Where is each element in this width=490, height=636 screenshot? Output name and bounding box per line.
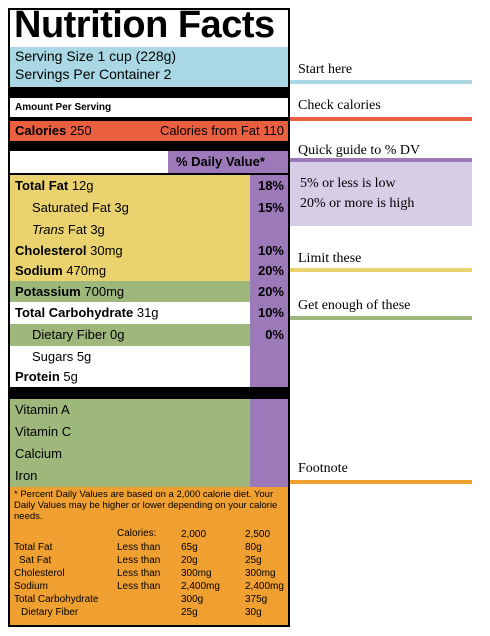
annotation-line-footnote [290,480,472,484]
annotation-footnote: Footnote [298,461,348,476]
nutrient-dv: 20% [257,263,284,278]
footnote-table-row [13,567,285,580]
footnote-cell: Less than [117,581,161,592]
footnote-cell [116,606,180,619]
nutrient-amount: 470mg [66,263,107,278]
nutrient-dv: 10% [257,305,284,320]
vitamins-section [10,399,288,487]
nutrient-row-dietary-fiber [10,324,288,346]
nutrient-amount: 3g [90,222,105,237]
nutrition-label [8,8,290,627]
footnote-table-row [13,580,285,593]
annotation-line-serving [290,80,472,84]
footnote-cell: Calories: [117,528,157,539]
footnote-cell: Dietary Fiber [21,607,79,618]
footnote-cell: 80g [245,542,262,553]
guide-high: 20% or more is high [300,196,415,211]
nutrient-amount: 700mg [84,284,125,299]
footnote-cell: Sat Fat [19,555,52,566]
nutrient-name: Total Fat [15,178,69,193]
footnote-cell: 20g [181,555,198,566]
nutrient-row-protein [10,367,288,387]
footnote-text: * Percent Daily Values are based on a 2,000 calorie diet. Your Daily Values may be higher or lower depending on your calorie needs. [14,489,278,522]
nutrient-dv: 18% [257,178,284,193]
nutrient-name: Potassium [15,284,81,299]
nutrient-row-trans-fat [10,219,288,241]
footnote-cell: 2,400mg [245,581,284,592]
footnote-table-row [13,541,285,554]
nutrient-name: Trans [32,222,65,237]
annotation-calories: Check calories [298,98,381,113]
nutrient-amount: 12g [71,178,94,193]
serving-size: Serving Size 1 cup (228g) [15,48,177,64]
serving-section [10,47,288,87]
footnote-cell: 2,500 [245,528,271,540]
footnote-table-row [13,593,285,606]
annotation-start: Start here [298,62,353,77]
nutrient-name: Cholesterol [15,243,87,258]
nutrient-name: Sugars [32,349,74,364]
vitamin-row [10,421,288,443]
footnote-cell: 2,000 [181,528,207,540]
footnote-cell: 300mg [181,568,212,579]
guide-low: 5% or less is low [300,176,396,191]
nutrient-name: Saturated Fat [32,200,111,215]
footnote-cell: 65g [181,542,198,553]
vitamin-name: Vitamin A [15,402,70,417]
thick-divider [10,141,288,151]
vitamin-name: Calcium [15,446,62,461]
nutrient-row-total-fat [10,175,288,197]
footnote-cell: 300mg [245,568,276,579]
footnote-section [10,487,288,625]
footnote-cell: 25g [245,555,262,566]
annotation-enough: Get enough of these [298,298,411,313]
nutrient-row-potassium [10,281,288,302]
nutrient-dv: 0% [265,327,284,342]
amount-per-serving: Amount Per Serving [15,102,112,113]
footnote-cell: Total Fat [14,542,53,553]
footnote-cell: 30g [245,607,262,618]
footnote-cell: 2,400mg [181,581,220,592]
servings-per-container: Servings Per Container 2 [15,66,172,82]
calories-from-fat-value: 110 [263,123,284,138]
annotation-line-calories [290,117,472,121]
thick-divider [10,387,288,399]
vitamin-name: Iron [15,468,38,483]
annotation-line-limit [290,268,472,272]
nutrient-amount: 30mg [90,243,123,258]
nutrient-name: Total Carbohydrate [15,305,134,320]
footnote-cell: Total Carbohydrate [14,594,99,605]
footnote-cell [116,593,180,606]
footnote-cell: 300g [181,594,204,605]
nutrient-dv: 10% [257,243,284,258]
footnote-table [13,527,285,619]
footnote-table-row [13,554,285,567]
calories-label: Calories [15,123,67,138]
nutrient-amount: 3g [114,200,129,215]
daily-value-header [168,151,288,173]
footnote-cell: Cholesterol [14,568,65,579]
annotation-guide: Quick guide to % DV [298,143,421,158]
annotation-line-enough [290,316,472,320]
nutrient-amount: 5g [76,349,92,364]
vitamin-row [10,465,288,487]
nutrient-row-cholesterol [10,241,288,261]
guide-box [290,162,472,226]
vitamin-row [10,399,288,421]
footnote-cell: Less than [117,568,161,579]
calories-from-fat-label: Calories from Fat [159,123,260,138]
annotation-limit: Limit these [298,251,362,266]
nutrient-name: Dietary Fiber [32,327,107,342]
vitamin-row [10,443,288,465]
footnote-cell: Sodium [14,581,48,592]
footnote-cell: Less than [117,555,161,566]
footnote-cell: 375g [245,594,268,605]
daily-value-header-text: % Daily Value* [176,154,265,169]
nutrient-amount: 0g [110,327,125,342]
vitamin-name: Vitamin C [15,424,72,439]
footnote-cell: Less than [117,542,161,553]
nutrient-row-total-carbohydrate [10,302,288,324]
footnote-cell: 25g [181,607,198,618]
nutrient-row-sodium [10,261,288,281]
nutrient-amount: 31g [136,305,159,320]
dv-column [250,399,288,487]
calories-row [10,121,288,141]
nutrient-dv: 20% [257,284,284,299]
footnote-table-row [13,606,285,619]
nutrient-amount: 5g [63,369,78,384]
nutrient-name: Sodium [15,263,63,278]
nutrient-name-suffix: Fat [67,222,87,237]
footnote-cell [13,527,116,541]
label-title: Nutrition Facts [14,8,275,46]
nutrient-name: Protein [15,369,60,384]
nutrient-row-sugars [10,346,288,367]
nutrient-dv: 15% [257,200,284,215]
nutrient-row-saturated-fat [10,197,288,219]
thick-divider [10,87,288,98]
footnote-table-header [13,527,285,541]
calories-value: 250 [69,123,92,138]
